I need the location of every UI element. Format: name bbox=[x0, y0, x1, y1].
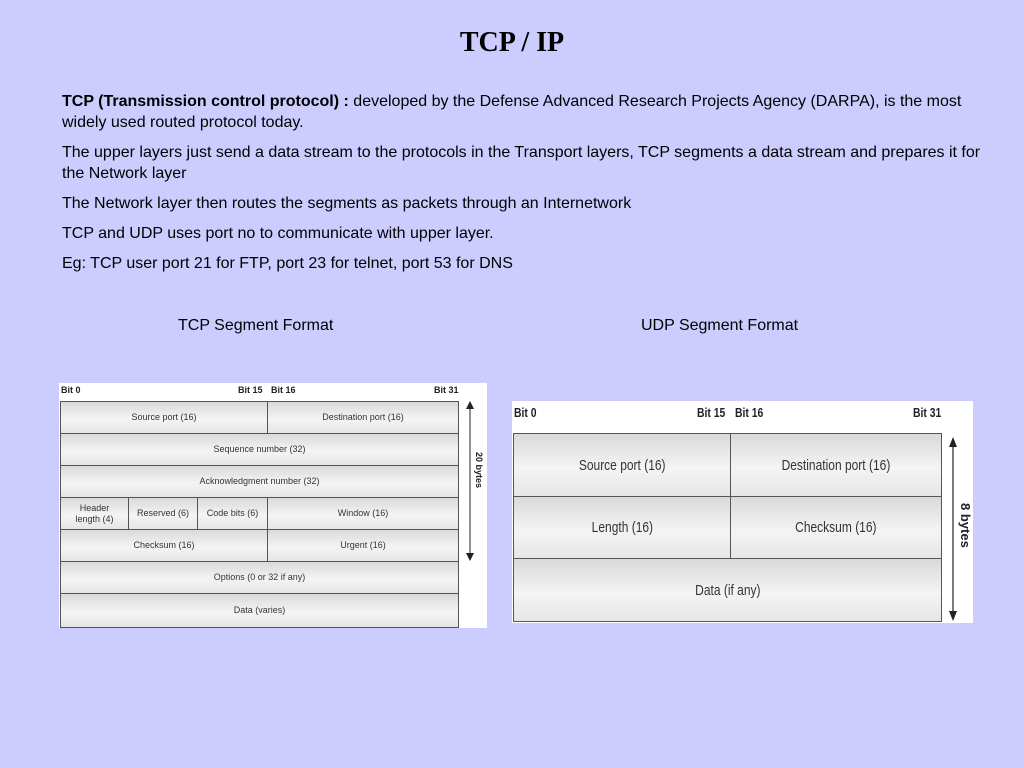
udp-length-field bbox=[513, 496, 732, 559]
tcp-urgent-label: Urgent (16) bbox=[340, 540, 386, 550]
slide-title: TCP / IP bbox=[459, 27, 565, 58]
udp-data-label: Data (if any) bbox=[694, 581, 761, 599]
tcp-window-field bbox=[267, 497, 459, 530]
paragraph-ports: TCP and UDP uses port no to communicate with upper layer. bbox=[62, 225, 494, 242]
tcp-definition-text: developed by the Defense Advanced Research Projects Agency (DARPA), is the most widely used routed protocol today. bbox=[62, 93, 962, 131]
tcp-acknowledgment-number-label: Acknowledgment number (32) bbox=[199, 476, 320, 486]
udp-checksum-label: Checksum (16) bbox=[795, 519, 877, 536]
tcp-code-bits-field bbox=[197, 497, 268, 530]
tcp-data-label: Data (varies) bbox=[233, 605, 286, 615]
tcp-destination-port-label: Destination port (16) bbox=[322, 412, 404, 422]
tcp-source-port-field bbox=[60, 401, 268, 434]
tcp-bit31-label: Bit 31 bbox=[434, 385, 459, 395]
udp-size-label: 8 bytes bbox=[958, 503, 973, 548]
udp-length-label: Length (16) bbox=[591, 519, 654, 536]
tcp-header-length-label-line1: Header bbox=[79, 502, 110, 513]
udp-source-port-field bbox=[513, 433, 732, 497]
paragraph-tcp-definition bbox=[62, 91, 987, 133]
paragraph-upper-layers: The upper layers just send a data stream to the protocols in the Transport layers, TCP segments a data stream and prepares it for the Network layer bbox=[62, 144, 981, 182]
tcp-sequence-number-label: Sequence number (32) bbox=[213, 444, 306, 454]
tcp-data-field bbox=[60, 593, 459, 628]
udp-bit16-label: Bit 16 bbox=[735, 405, 764, 420]
tcp-checksum-field bbox=[60, 529, 268, 562]
tcp-checksum-label: Checksum (16) bbox=[133, 540, 195, 550]
udp-bit31-label: Bit 31 bbox=[913, 405, 942, 420]
udp-segment-diagram bbox=[512, 401, 973, 623]
tcp-destination-port-field bbox=[267, 401, 459, 434]
tcp-reserved-field bbox=[128, 497, 198, 530]
tcp-header-length-field bbox=[60, 497, 129, 530]
tcp-code-bits-label: Code bits (6) bbox=[206, 508, 259, 518]
udp-bit0-label: Bit 0 bbox=[514, 405, 537, 420]
tcp-caption: TCP Segment Format bbox=[178, 317, 334, 334]
tcp-options-field bbox=[60, 561, 459, 594]
tcp-source-port-label: Source port (16) bbox=[131, 412, 197, 422]
udp-destination-port-label: Destination port (16) bbox=[781, 456, 891, 474]
tcp-sequence-number-field bbox=[60, 433, 459, 466]
tcp-size-label: 20 bytes bbox=[474, 452, 484, 489]
tcp-options-label: Options (0 or 32 if any) bbox=[213, 572, 306, 582]
paragraph-network-layer: The Network layer then routes the segments as packets through an Internetwork bbox=[62, 195, 632, 212]
tcp-definition-term: TCP (Transmission control protocol) : bbox=[62, 93, 349, 110]
udp-destination-port-field bbox=[730, 433, 942, 497]
paragraph-port-examples: Eg: TCP user port 21 for FTP, port 23 for telnet, port 53 for DNS bbox=[62, 255, 513, 272]
tcp-urgent-field bbox=[267, 529, 459, 562]
tcp-bit16-label: Bit 16 bbox=[271, 385, 296, 395]
udp-data-field bbox=[513, 558, 942, 622]
tcp-reserved-label: Reserved (6) bbox=[136, 508, 190, 518]
tcp-acknowledgment-number-field bbox=[60, 465, 459, 498]
udp-checksum-field bbox=[730, 496, 942, 559]
tcp-header-length-label-line2: length (4) bbox=[75, 513, 114, 524]
tcp-bit0-label: Bit 0 bbox=[61, 385, 81, 395]
udp-bit15-label: Bit 15 bbox=[697, 405, 726, 420]
udp-caption: UDP Segment Format bbox=[641, 317, 799, 334]
tcp-bit15-label: Bit 15 bbox=[238, 385, 263, 395]
tcp-segment-diagram bbox=[59, 383, 487, 628]
udp-source-port-label: Source port (16) bbox=[579, 456, 666, 474]
body-text bbox=[62, 91, 987, 283]
tcp-window-label: Window (16) bbox=[337, 508, 389, 518]
